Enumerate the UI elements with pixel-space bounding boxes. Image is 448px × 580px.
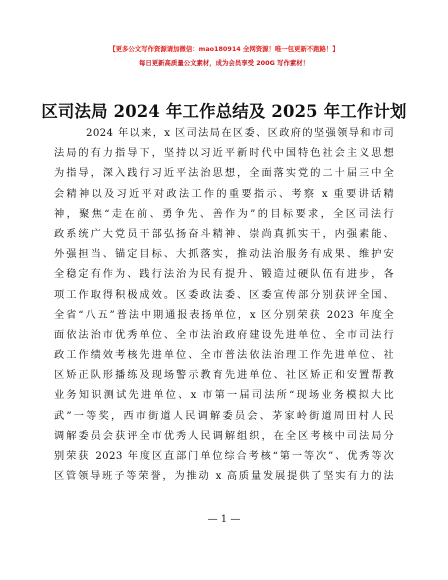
paragraph-line: 别荣获 2023 年度区直部门单位综合考核“第一等次”、优秀等次 [54,451,394,462]
paragraph-line: 2024 年以来，x 区司法局在区委、区政府的坚强领导和市司 [86,128,394,139]
document-title: 区司法局 2024 年工作总结及 2025 年工作计划 [41,102,407,121]
paragraph-line: 武”一等奖，西市街道人民调解委员会、茅家岭街道周田村人民 [54,410,394,422]
paragraph-line: 法局的有力指导下，坚持以习近平新时代中国特色社会主义思想 [54,148,394,160]
paragraph-line: 面依法治市优秀单位、全市法治政府建设先进单位、全市司法行 [54,329,394,341]
promo-banner-line-1: 【更多公文写作资源请加微信：mao180914 全网资源！唯一包更新不跑路！】 [109,45,339,53]
paragraph-line: 项工作取得积极成效。区委政法委、区委宣传部分别获评全国、 [54,289,394,301]
paragraph-line: 区矫正队形播练及现场警示教育先进单位、社区矫正和安置帮教 [54,370,394,382]
paragraph-line: 区管领导班子等荣誉，为推动 x 高质量发展提供了坚实有力的法 [54,471,394,483]
paragraph-line: 外强担当、锚定目标、大抓落实，推动法治服务有成果、维护安 [54,249,394,261]
paragraph-line: 会精神以及习近平对政法工作的重要指示、考察 x 重要讲话精 [54,188,394,200]
paragraph-line: 为指导，深入践行习近平法治思想，全面落实党的二十届三中全 [54,168,394,180]
paragraph-line: 全省“八五”普法中期通报表扬单位，x 区分别荣获 2023 年度全 [54,309,394,321]
paragraph-line: 全稳定有作为、践行法治为民有提升、锻造过硬队伍有进步，各 [54,269,394,281]
page-number: — 1 — [207,514,241,525]
promo-banner-line-2: 每日更新高质量公文素材，成为会员享受 200G 写作素材！ [138,59,310,67]
paragraph-line: 神，聚焦“走在前、勇争先、善作为”的目标要求，全区司法行 [54,208,394,220]
paragraph-line: 政系统广大党员干部弘扬奋斗精神、崇尚真抓实干，内强素能、 [54,228,394,240]
paragraph-line: 调解委员会获评全市优秀人民调解组织，在全区考核中司法局分 [54,430,394,442]
document-body [54,124,394,487]
paragraph-line: 业务知识测试先进单位、x 市第一届司法所“现场业务模拟大比 [54,390,394,402]
paragraph-line: 政工作绩效考核先进单位、全市普法依法治理工作先进单位、社 [54,350,394,362]
